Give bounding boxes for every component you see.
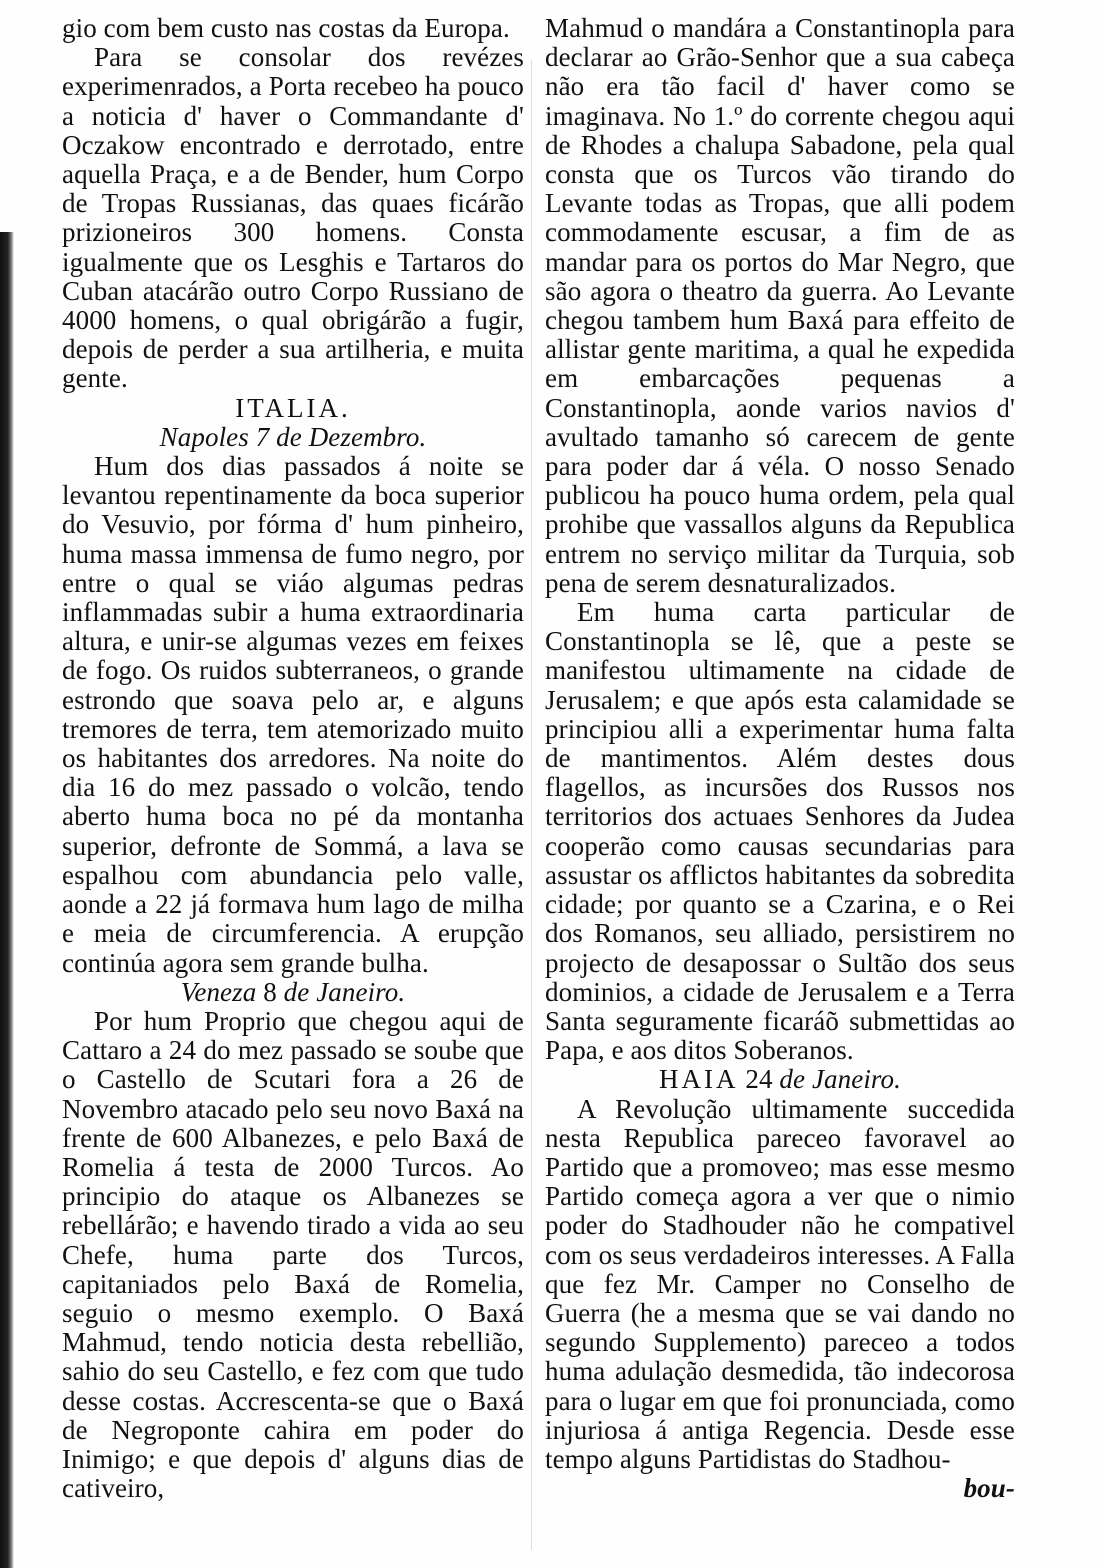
- jerusalem-paragraph: Em huma carta particular de Constantinopla se lê, que a peste se manifestou ultimamente na cidade de Jerusalem; e que após esta calamidade se principiou alli a experimentar huma falta de mantimentos. Além destes dous flagellos, as incursões dos Russos nos territorios dos actuaes Senhores da Judea cooperão como causas secundarias para assustar os afflictos habitantes da sobredita cidade; por quanto se a Czarina, e o Rei dos Romanos, seu alliado, persistirem no projecto de desapossar o Sultão dos seus dominios, a cidade de Jerusalem e a Terra Santa seguramente ficaráõ submettidas ao Papa, e aos ditos Soberanos.: [545, 597, 1015, 1066]
- porta-paragraph: Para se consolar dos revézes experimenrados, a Porta recebeo ha pouco a noticia d' haver o Commandante d' Oczakow encontrado e derrotado, entre aquella Praça, e a de Bender, hum Corpo de Tropas Russianas, das quaes ficárão prizioneiros 300 homens. Consta igualmente que os Lesghis e Tartaros do Cuban atacárão outro Corpo Russiano de 4000 homens, o qual obrigárão a fugir, depois de perder a sua artilheria, e muita gente.: [62, 42, 524, 394]
- scutari-paragraph: Por hum Proprio que chegou aqui de Cattaro a 24 do mez passado se soube que o Castello de Scutari fora a 26 de Novembro atacado pelo seu novo Baxá na frente de 600 Albanezes, e pelo Baxá de Romelia á testa de 2000 Turcos. Ao principio do ataque os Albanezes se rebellárão; e havendo tirado a vida ao seu Chefe, huma parte dos Turcos, capitaniados pelo Baxá de Romelia, seguio o mesmo exemplo. O Baxá Mahmud, tendo noticia desta rebellião, sahio do seu Castello, e fez com que tudo desse costas. Accrescenta-se que o Baxá de Negroponte cahira em poder do Inimigo; e que depois d' alguns dias de cativeiro,: [62, 1005, 524, 1504]
- mahmud-paragraph: Mahmud o mandára a Constantinopla para declarar ao Grão-Senhor que a sua cabeça não era tão facil d' haver como se imaginava. No 1.º do corrente chegou aqui de Rhodes a chalupa Sabadone, pela qual consta que os Turcos vão tirando do Levante todas as Tropas, que alli podem commodamente escusar, a fim de as mandar para os portos do Mar Negro, que são agora o theatro da guerra. Ao Levante chegou tambem hum Baxá para effeito de allistar gente maritima, a qual he expedida em embarcações pequenas a Constantinopla, aonde varios navios d' avultado tamanho só carecem de gente para poder dar á véla. O nosso Senado publicou ha pouco huma ordem, pela qual prohibe que vassallos alguns da Republica entrem no serviço militar da Turquia, sob pena de serem desnaturalizados.: [545, 13, 1015, 598]
- revolucao-paragraph: A Revolução ultimamente succedida nesta Republica pareceo favoravel ao Partido que a promoveo; mas esse mesmo Partido começa agora a ver que o nimio poder do Stadhouder não he compativel com os seus verdadeiros interesses. A Falla que fez Mr. Camper no Conselho de Guerra (he a mesma que se vai dando no segundo Supplemento) pareceo a todos huma adulação desmedida, tão indecorosa para o lugar em que foi pronunciada, como injuriosa á antiga Regencia. Desde esse tempo alguns Partidistas do Stadhou-: [545, 1093, 1015, 1474]
- dateline-veneza-rest: de Janeiro.: [283, 976, 406, 1007]
- scan-shadow-edge: [0, 232, 14, 1568]
- dateline-haia-day: 24: [745, 1064, 773, 1095]
- dateline-veneza: [62, 978, 524, 1007]
- section-heading-italia: ITALIA.: [235, 392, 351, 423]
- left-column: [62, 14, 524, 1503]
- vesuvio-paragraph: Hum dos dias passados á noite se levantou repentinamente da boca superior do Vesuvio, por fórma d' hum pinheiro, huma massa immensa de fumo negro, por entre o qual se viáo algumas pedras inflammadas subir a huma extraordinaria altura, e unir-se algumas vezes em feixes de fogo. Os ruidos subterraneos, o grande estrondo que soava pelo ar, e alguns tremores de terra, tem atemorizado muito os habitantes dos arredores. Na noite do dia 16 do mez passado o volcão, tendo aberto huma boca no pé da montanha superior, defronte de Sommá, a lava se espalhou com abundancia pelo valle, aonde a 22 já formava hum lago de milha e meia de circumferencia. A erupção continúa agora sem grande bulha.: [62, 451, 524, 978]
- dateline-haia: [545, 1065, 1015, 1094]
- continued-paragraph: gio com bem custo nas costas da Europa.: [62, 13, 510, 43]
- dateline-veneza-place: Veneza: [180, 976, 257, 1007]
- column-divider: [531, 60, 532, 1550]
- catchword: bou-: [963, 1473, 1015, 1504]
- dateline-veneza-day: 8: [263, 976, 277, 1007]
- dateline-haia-rest: de Janeiro.: [779, 1064, 901, 1095]
- dateline-napoles: Napoles 7 de Dezembro.: [159, 421, 427, 452]
- right-column: [545, 14, 1015, 1503]
- dateline-haia-place: HAIA: [659, 1064, 739, 1095]
